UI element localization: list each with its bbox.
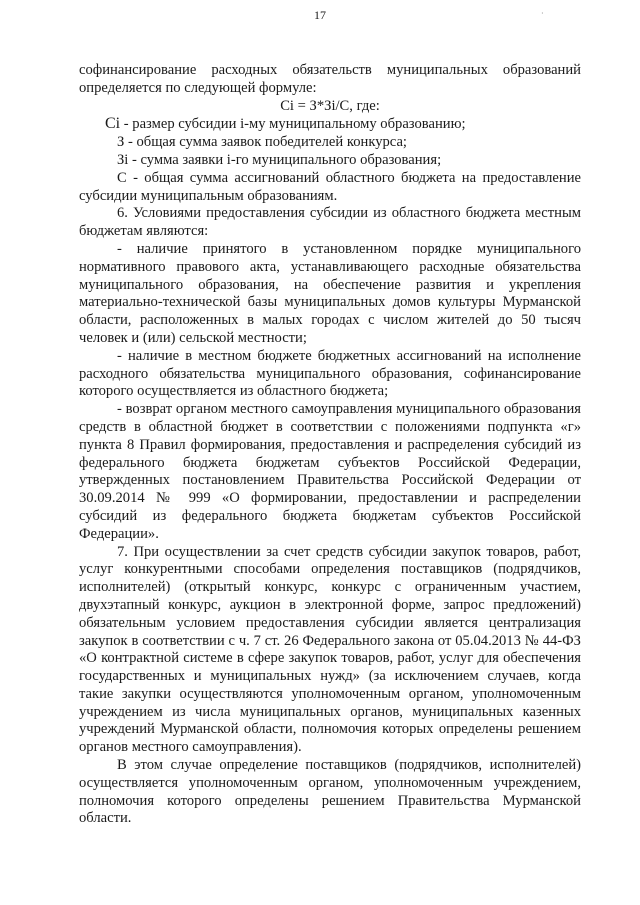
section-6-bullet-2: - наличие в местном бюджете бюджетных ассигнований на исполнение расходного обязательства муниципального образования, софинансирование которого осуществляется из областного бюджета;: [79, 347, 581, 400]
definition-c: С - общая сумма ассигнований областного бюджета на предоставление субсидии муниципальным образованиям.: [79, 169, 581, 204]
subsidy-formula: Сi = З*Зi/С, где:: [280, 97, 380, 114]
definition-z: З - общая сумма заявок победителей конкурса;: [117, 134, 407, 151]
definition-ci-symbol: Сi: [105, 115, 121, 133]
definition-ci: [79, 115, 581, 134]
section-7-paragraph: 7. При осуществлении за счет средств субсидии закупок товаров, работ, услуг конкурентными способами определения поставщиков (подрядчиков, исполнителей) (открытый конкурс, конкурс с ограниченным участием, двухэтапный конкурс, аукцион в электронной форме, запрос предложений) обязательным условием предоставления субсидии является централизация закупок в соответствии с ч. 7 ст. 26 Федерального закона от 05.04.2013 № 44-ФЗ «О контрактной системе в сфере закупок товаров, работ, услуг для обеспечения государственных и муниципальных нужд» (за исключением случаев, когда такие закупки осуществляются уполномоченным органом, уполномоченным учреждением из числа муниципальных органов, муниципальных казенных учреждений Мурманской области, полномочия которых определены решением органов местного самоуправления).: [79, 543, 581, 756]
section-6-heading: 6. Условиями предоставления субсидии из областного бюджета местным бюджетам являются:: [79, 205, 581, 240]
definition-zi: Зi - сумма заявки i-го муниципального образования;: [117, 151, 442, 168]
section-7-case-paragraph: В этом случае определение поставщиков (подрядчиков, исполнителей) осуществляется уполномоченным органом, уполномоченным учреждением, полномочия которого определены решением Правительства Мурманской области.: [79, 757, 581, 827]
definition-ci-text: - размер субсидии i-му муниципальному образованию;: [120, 116, 466, 133]
intro-paragraph: софинансирование расходных обязательств муниципальных образований определяется по следующей формуле:: [79, 62, 581, 96]
page-number: 17: [314, 8, 326, 22]
section-6-bullet-3: - возврат органом местного самоуправления муниципального образования средств в областной бюджет в соответствии с положениями подпункта «г» пункта 8 Правил формирования, предоставления и распределения субсидий из федерального бюджета бюджетам субъектов Российской Федерации, утвержденных постановлением Правительства Российской Федерации от 30.09.2014 № 999 «О формировании, предоставлении и распределении субсидий из федерального бюджета бюджетам субъектов Российской Федерации».: [79, 401, 581, 542]
section-6-bullet-1: - наличие принятого в установленном порядке муниципального нормативного правового акта, устанавливающего расходные обязательства муниципального образования, на обеспечение развития и укрепления материально-технической базы муниципальных домов культуры Мурманской области, расположенных в малых городах с числом жителей до 50 тысяч человек и (или) сельской местности;: [79, 240, 581, 346]
corner-mark: ·: [541, 9, 544, 18]
document-body: [79, 62, 581, 828]
